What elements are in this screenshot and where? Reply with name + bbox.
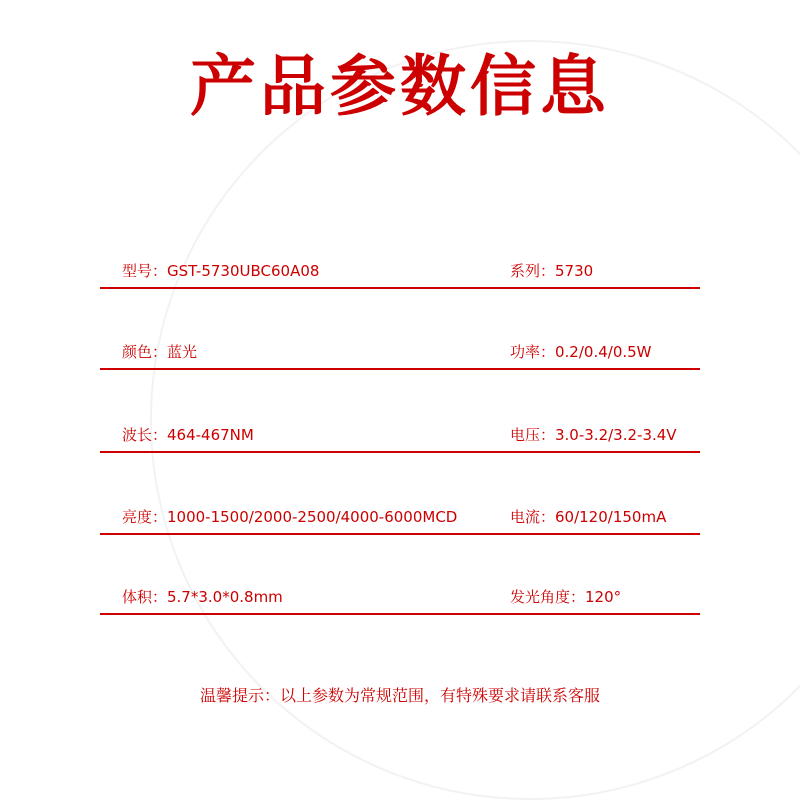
spec-series: 系列：5730: [510, 262, 594, 280]
spec-power: 功率：0.2/0.4/0.5W: [510, 343, 652, 361]
footer-note: 温馨提示：以上参数为常规范围，有特殊要求请联系客服: [199, 686, 600, 705]
spec-size: 体积：5.7*3.0*0.8mm: [122, 588, 283, 606]
spec-color: 颜色：蓝光: [122, 343, 198, 361]
spec-voltage: 电压：3.0-3.2/3.2-3.4V: [510, 426, 677, 444]
spec-wavelength: 波长：464-467NM: [122, 426, 254, 444]
spec-row-model: [100, 249, 700, 289]
spec-brightness: 亮度：1000-1500/2000-2500/4000-6000MCD: [122, 508, 458, 526]
spec-model: 型号：GST-5730UBC60A08: [122, 262, 320, 280]
spec-row-color: [100, 330, 700, 370]
spec-current: 电流：60/120/150mA: [510, 508, 667, 526]
spec-row-brightness: [100, 495, 700, 535]
spec-beam-angle: 发光角度：120°: [510, 588, 622, 606]
spec-row-size: [100, 575, 700, 615]
spec-row-wavelength: [100, 413, 700, 453]
page-title: 产品参数信息: [190, 48, 610, 125]
